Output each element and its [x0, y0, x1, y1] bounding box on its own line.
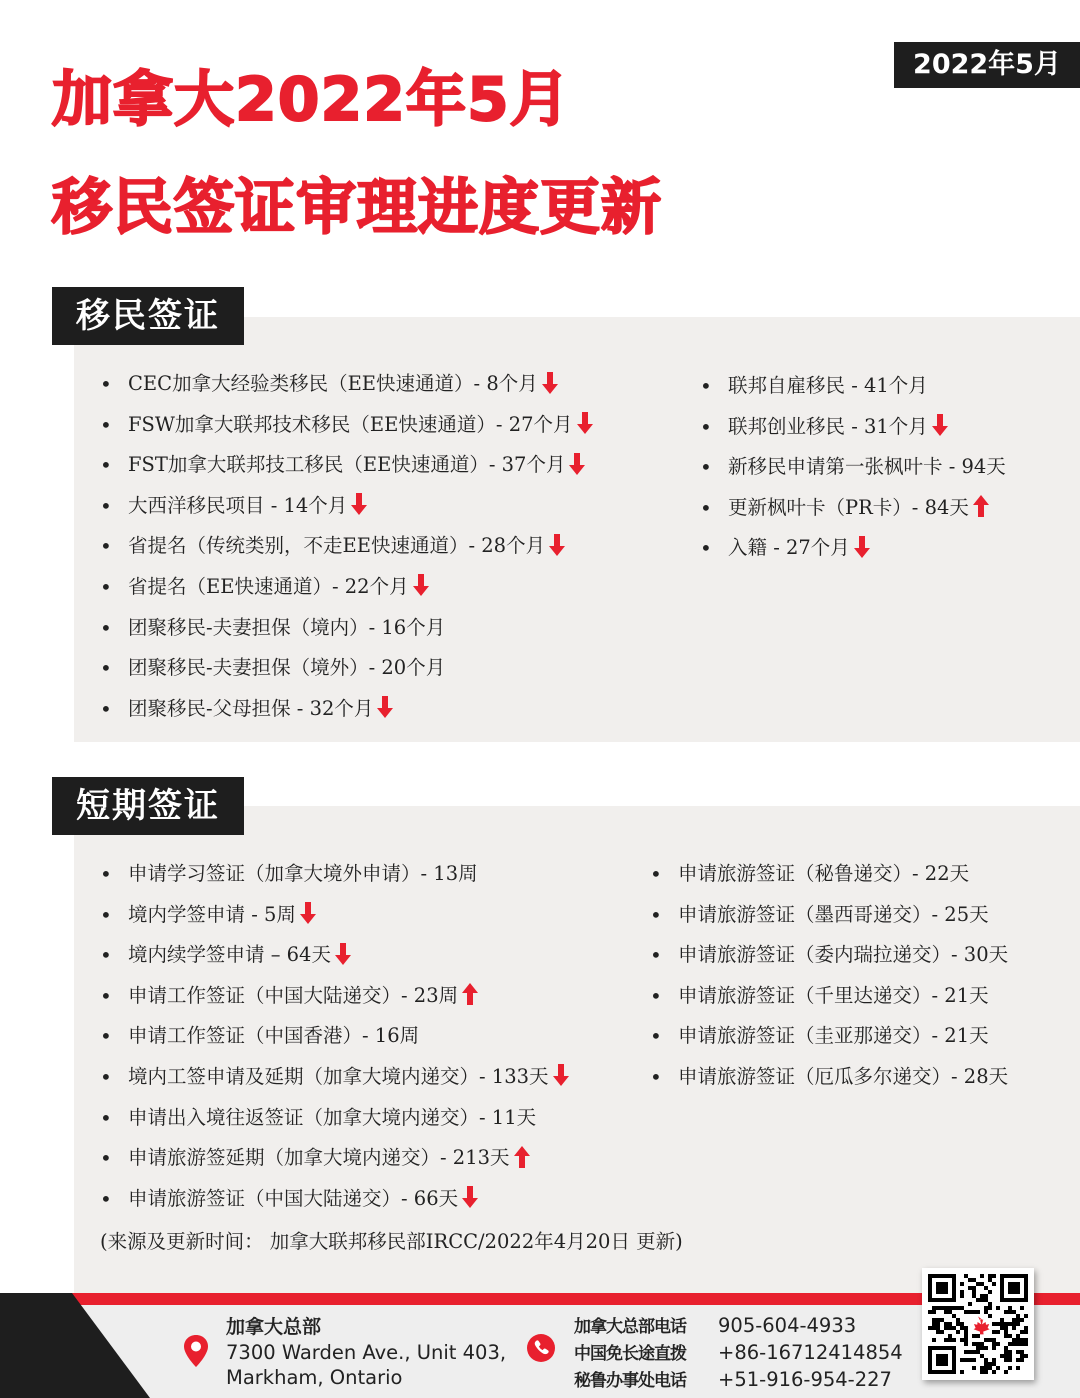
list-item [100, 1138, 570, 1179]
list-item [700, 447, 1006, 488]
list-item-text: 境内工签申请及延期（加拿大境内递交）- 133天 [128, 1064, 549, 1088]
list-item-text: 境内续学签申请 – 64天 [128, 943, 331, 967]
red-down-arrow-icon [334, 942, 352, 966]
red-down-arrow-icon [576, 411, 594, 435]
list-item-text: 大西洋移民项目 - 14个月 [128, 493, 348, 517]
contact-number[interactable]: +51-916-954-227 [718, 1368, 892, 1391]
page-title-line1: 加拿大2022年5月 [52, 65, 571, 135]
list-item [650, 1016, 1008, 1057]
list-item [100, 405, 594, 446]
list-item-text: 省提名（EE快速通道）- 22个月 [128, 574, 409, 598]
temporary-list-right [650, 854, 1008, 1098]
list-item-text: 申请旅游签证（秘鲁递交）- 22天 [678, 862, 970, 885]
red-up-arrow-icon [513, 1145, 531, 1169]
list-item-text: 更新枫叶卡（PR卡）- 84天 [728, 495, 969, 519]
list-item-text: 团聚移民-父母担保 - 32个月 [128, 696, 374, 720]
red-down-arrow-icon [461, 1185, 479, 1209]
page-title-line2: 移民签证审理进度更新 [52, 173, 662, 243]
contact-number[interactable]: +86-16712414854 [718, 1341, 903, 1364]
list-item [100, 526, 594, 567]
list-item-text: 申请工作签证（中国大陆递交）- 23周 [128, 983, 459, 1007]
hq-address-line1: 7300 Warden Ave., Unit 403, [226, 1341, 507, 1364]
list-item [650, 895, 1008, 936]
headquarters-info [226, 1315, 506, 1390]
contact-label: 中国免长途直拨 [574, 1344, 686, 1364]
list-item-text: 申请旅游签证（中国大陆递交）- 66天 [128, 1186, 459, 1210]
source-note: (来源及更新时间： 加拿大联邦移民部IRCC/2022年4月20日 更新) [100, 1230, 683, 1253]
immigration-list-left [100, 364, 594, 729]
list-item-text: 新移民申请第一张枫叶卡 - 94天 [728, 455, 1006, 479]
list-item [100, 1016, 570, 1057]
footer-red-stripe [0, 1293, 1080, 1305]
qr-code[interactable] [922, 1268, 1034, 1380]
date-badge: 2022年5月 [894, 42, 1080, 88]
red-down-arrow-icon [299, 901, 317, 925]
contact-label: 加拿大总部电话 [574, 1317, 686, 1337]
red-up-arrow-icon [972, 494, 990, 518]
red-down-arrow-icon [412, 573, 430, 597]
list-item [100, 608, 594, 649]
red-down-arrow-icon [548, 533, 566, 557]
list-item-text: 申请工作签证（中国香港）- 16周 [128, 1024, 420, 1048]
list-item-text: 省提名（传统类别，不走EE快速通道）- 28个月 [128, 534, 546, 558]
list-item-text: 联邦创业移民 - 31个月 [728, 414, 928, 438]
list-item [650, 854, 1008, 895]
red-down-arrow-icon [931, 413, 949, 437]
list-item [100, 648, 594, 689]
list-item-text: FSW加拿大联邦技术移民（EE快速通道）- 27个月 [128, 412, 573, 436]
immigration-list-right [700, 366, 1006, 569]
list-item-text: 申请旅游签证（委内瑞拉递交）- 30天 [678, 943, 1009, 967]
red-down-arrow-icon [552, 1063, 570, 1087]
red-down-arrow-icon [568, 452, 586, 476]
list-item-text: 申请旅游签延期（加拿大境内递交）- 213天 [128, 1146, 510, 1170]
temporary-heading: 短期签证 [52, 777, 244, 835]
list-item-text: 申请旅游签证（千里达递交）- 21天 [678, 983, 989, 1007]
red-down-arrow-icon [350, 492, 368, 516]
list-item-text: FST加拿大联邦技工移民（EE快速通道）- 37个月 [128, 453, 566, 477]
hq-address-line2: Markham, Ontario [226, 1366, 403, 1389]
list-item [700, 488, 1006, 529]
hq-title: 加拿大总部 [226, 1316, 322, 1338]
red-down-arrow-icon [853, 535, 871, 559]
list-item [100, 1179, 570, 1220]
immigration-heading: 移民签证 [52, 287, 244, 345]
list-item-text: 申请旅游签证（圭亚那递交）- 21天 [678, 1024, 989, 1048]
list-item [100, 976, 570, 1017]
contact-label: 秘鲁办事处电话 [574, 1371, 686, 1391]
contact-row [574, 1367, 903, 1394]
list-item [650, 935, 1008, 976]
list-item [100, 689, 594, 730]
contact-row [574, 1313, 903, 1340]
contact-row [574, 1340, 903, 1367]
list-item [700, 528, 1006, 569]
temporary-list-left [100, 854, 570, 1219]
list-item [100, 895, 570, 936]
list-item-text: 团聚移民-夫妻担保（境内）- 16个月 [128, 615, 446, 639]
list-item [100, 854, 570, 895]
list-item-text: 联邦自雇移民 - 41个月 [728, 374, 928, 397]
list-item-text: 团聚移民-夫妻担保（境外）- 20个月 [128, 656, 446, 680]
red-down-arrow-icon [376, 695, 394, 719]
list-item [100, 445, 594, 486]
list-item [100, 567, 594, 608]
list-item-text: 入籍 - 27个月 [728, 536, 850, 560]
list-item [100, 486, 594, 527]
list-item [100, 1098, 570, 1139]
list-item [650, 1057, 1008, 1098]
list-item [650, 976, 1008, 1017]
list-item-text: 申请学习签证（加拿大境外申请）- 13周 [128, 862, 478, 885]
red-up-arrow-icon [461, 982, 479, 1006]
contact-numbers [574, 1313, 903, 1394]
list-item-text: CEC加拿大经验类移民（EE快速通道）- 8个月 [128, 372, 538, 395]
list-item [100, 1057, 570, 1098]
list-item [700, 366, 1006, 407]
phone-icon [526, 1333, 556, 1363]
list-item-text: 申请出入境往返签证（加拿大境内递交）- 11天 [128, 1105, 537, 1129]
location-pin-icon [182, 1334, 210, 1368]
list-item-text: 申请旅游签证（墨西哥递交）- 25天 [678, 902, 989, 926]
list-item [700, 407, 1006, 448]
list-item-text: 申请旅游签证（厄瓜多尔递交）- 28天 [678, 1064, 1009, 1088]
list-item-text: 境内学签申请 - 5周 [128, 902, 296, 926]
list-item [100, 364, 594, 405]
qr-code-icon [928, 1274, 1028, 1374]
red-down-arrow-icon [541, 371, 559, 395]
contact-number[interactable]: 905-604-4933 [718, 1314, 857, 1337]
list-item [100, 935, 570, 976]
